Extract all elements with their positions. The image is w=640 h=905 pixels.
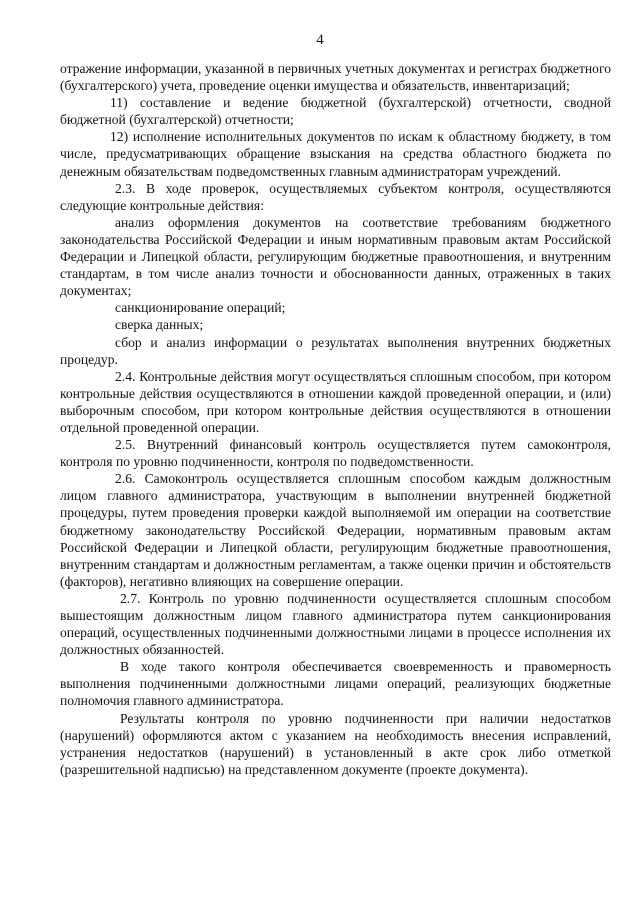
paragraph-item-11: 11) составление и ведение бюджетной (бухгалтерской) отчетности, сводной бюджетной (бухгалтерской) отчетности; xyxy=(60,95,611,128)
paragraph-2-7: 2.7. Контроль по уровню подчиненности осуществляется сплошным способом вышестоящим должностным лицом главного администратора путем санкционирования операций, осуществленных подчиненными должностными лицами в процессе исполнения их должностных обязанностей. xyxy=(60,590,611,658)
paragraph-control-results: Результаты контроля по уровню подчиненности при наличии недостатков (нарушений) оформляются актом с указанием на необходимость внесения исправлений, устранения недостатков (нарушений) в установленный в акте срок либо отметкой (разрешительной надписью) на представленном документе (проекте документа). xyxy=(60,710,611,777)
paragraph-information-collection: сбор и анализ информации о результатах выполнения внутренних бюджетных процедур. xyxy=(60,334,611,367)
paragraph-2-6: 2.6. Самоконтроль осуществляется сплошным способом каждым должностным лицом главного администратора, участвующим в выполнении внутренней бюджетной процедуры, путем проведения проверки каждой выполняемой им операции на соответствие бюджетному законодательству Российской Федерации, нормативным правовым актам Российской Федерации и Липецкой области, регулирующим бюджетные правоотношения, внутренним стандартам и должностным регламентам, а также оценки причин и обстоятельств (факторов), негативно влияющих на совершение операции. xyxy=(60,471,611,589)
paragraph-2-3: 2.3. В ходе проверок, осуществляемых субъектом контроля, осуществляются следующие контрольные действия: xyxy=(60,180,611,213)
paragraph-subordination-control: В ходе такого контроля обеспечивается своевременность и правомерность выполнения подчиненными должностными лицами операций, реализующих бюджетные полномочия главного администратора. xyxy=(60,659,611,709)
document-body xyxy=(60,60,611,778)
paragraph-document-analysis: анализ оформления документов на соответствие требованиям бюджетного законодательства Российской Федерации и иным нормативным правовым актам Российской Федерации и Липецкой области, регулирующим бюджетные правоотношения, и внутренним стандартам, в том числе анализ точности и обоснованности данных, отраженных в таких документах; xyxy=(60,214,611,299)
paragraph-data-reconciliation: сверка данных; xyxy=(115,317,204,333)
paragraph-continuation: отражение информации, указанной в первичных учетных документах и регистрах бюджетного (бухгалтерского) учета, проведение оценки имущества и обязательств, инвентаризаций; xyxy=(60,61,611,94)
paragraph-operation-authorization: санкционирование операций; xyxy=(115,300,286,316)
paragraph-item-12: 12) исполнение исполнительных документов по искам к областному бюджету, в том числе, предусматривающих обращение взыскания на средства областного бюджета по денежным обязательствам подведомственных главным администраторам учреждений. xyxy=(60,129,611,179)
page-number: 4 xyxy=(316,32,324,48)
paragraph-2-4: 2.4. Контрольные действия могут осуществляться сплошным способом, при котором контрольные действия осуществляются в отношении каждой проведенной операции, и (или) выборочным способом, при котором контрольные действия осуществляются в отношении отдельной проведенной операции. xyxy=(60,368,611,435)
paragraph-2-5: 2.5. Внутренний финансовый контроль осуществляется путем самоконтроля, контроля по уровню подчиненности, контроля по подведомственности. xyxy=(60,437,611,470)
